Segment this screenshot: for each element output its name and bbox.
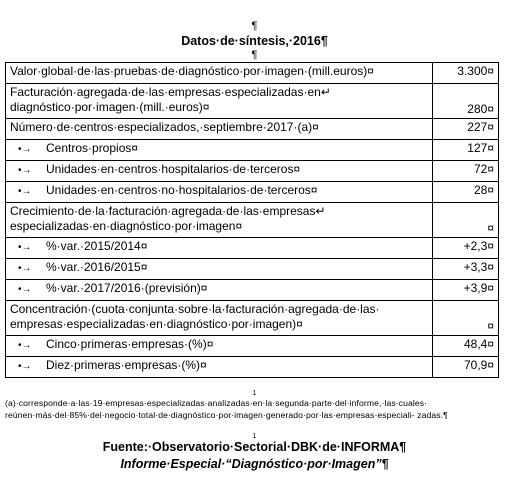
row-label-text: Cinco·primeras·empresas·(%)¤ xyxy=(46,337,214,351)
row-label xyxy=(6,280,433,301)
table-row xyxy=(6,63,499,84)
table-row xyxy=(6,119,499,140)
table-row xyxy=(6,84,499,119)
table-row xyxy=(6,182,499,203)
row-label-text: Unidades·en·centros·hospitalarios·de·terceros¤ xyxy=(46,162,301,176)
row-value: ¤ xyxy=(433,301,499,336)
source-line-report xyxy=(0,457,509,471)
bullet-arrow-icon: •→ xyxy=(18,165,32,176)
footnote-text: (a)·corresponde·a·las·19·empresas·especializadas·analizadas·en·la·segunda·parte·del·informe,·las·cuales· reúnen·más·del·85%·del·negocio·total·de·diagnóstico·por·imagen·generado·por·las·empresas·especiali- zadas.¶ xyxy=(5,398,448,420)
footnote-marker: 1 xyxy=(252,390,257,397)
row-label xyxy=(6,119,433,140)
table-row xyxy=(6,140,499,161)
pilcrow-mark: ¶ xyxy=(251,49,258,61)
table-row xyxy=(6,161,499,182)
bullet-arrow-icon: •→ xyxy=(18,263,32,274)
table-row xyxy=(6,238,499,259)
row-label xyxy=(6,259,433,280)
row-value: 70,9¤ xyxy=(433,357,499,378)
row-label xyxy=(6,357,433,378)
table-row xyxy=(6,203,499,238)
row-value: +3,3¤ xyxy=(433,259,499,280)
row-value: ¤ xyxy=(433,203,499,238)
row-value: 3.300¤ xyxy=(433,63,499,84)
page-title: Datos·de·síntesis,·2016¶ xyxy=(181,34,328,48)
row-value: +2,3¤ xyxy=(433,238,499,259)
row-value: 280¤ xyxy=(433,84,499,119)
table-row xyxy=(6,259,499,280)
row-label xyxy=(6,238,433,259)
bullet-arrow-icon: •→ xyxy=(18,242,32,253)
row-label-text: Concentración·(cuota·conjunta·sobre·la·facturación·agregada·de·las· empresas·especializadas·en·diagnóstico·por·imagen)¤ xyxy=(10,302,380,331)
row-value: +3,9¤ xyxy=(433,280,499,301)
row-value: 127¤ xyxy=(433,140,499,161)
row-label-text: Centros·propios¤ xyxy=(46,141,139,155)
row-label-text: Unidades·en·centros·no·hospitalarios·de·terceros¤ xyxy=(46,183,318,197)
row-value: 28¤ xyxy=(433,182,499,203)
synthesis-table xyxy=(5,62,499,378)
row-label xyxy=(6,161,433,182)
row-label-text: Número·de·centros·especializados,·septiembre·2017·(a)¤ xyxy=(10,120,319,134)
source-line: Fuente:·Observatorio·Sectorial·DBK·de·INFORMA¶ xyxy=(102,440,407,454)
row-label-text: Crecimiento·de·la·facturación·agregada·de·las·empresas↵ especializadas·en·diagnóstico·por·imagen¤ xyxy=(10,204,326,233)
row-label-text: Facturación·agregada·de·las·empresas·especializadas·en↵ diagnóstico·por·imagen·(mill.·euros)¤ xyxy=(10,85,331,114)
row-label xyxy=(6,203,433,238)
bullet-arrow-icon: •→ xyxy=(18,144,32,155)
row-label xyxy=(6,182,433,203)
bullet-arrow-icon: •→ xyxy=(18,186,32,197)
source-report-title: Informe·Especial·“Diagnóstico·por·Imagen”¶ xyxy=(120,457,389,471)
table-row xyxy=(6,280,499,301)
row-label-text: Valor·global·de·las·pruebas·de·diagnóstico·por·imagen·(mill.euros)¤ xyxy=(10,64,374,78)
bullet-arrow-icon: •→ xyxy=(18,361,32,372)
row-label xyxy=(6,140,433,161)
row-value: 227¤ xyxy=(433,119,499,140)
pilcrow-mark: ¶ xyxy=(251,20,258,32)
row-value: 72¤ xyxy=(433,161,499,182)
row-label-text: %·var.·2015/2014¤ xyxy=(46,239,148,253)
row-label xyxy=(6,84,433,119)
source-marker: 1 xyxy=(252,433,257,440)
row-label xyxy=(6,63,433,84)
table-row xyxy=(6,301,499,336)
row-label-text: %·var.·2017/2016·(previsión)¤ xyxy=(46,281,208,295)
row-label-text: Diez·primeras·empresas·(%)¤ xyxy=(46,358,207,372)
row-label-text: %·var.·2016/2015¤ xyxy=(46,260,148,274)
row-label xyxy=(6,336,433,357)
row-value: 48,4¤ xyxy=(433,336,499,357)
table-row xyxy=(6,336,499,357)
row-label xyxy=(6,301,433,336)
bullet-arrow-icon: •→ xyxy=(18,340,32,351)
table-row xyxy=(6,357,499,378)
bullet-arrow-icon: •→ xyxy=(18,284,32,295)
